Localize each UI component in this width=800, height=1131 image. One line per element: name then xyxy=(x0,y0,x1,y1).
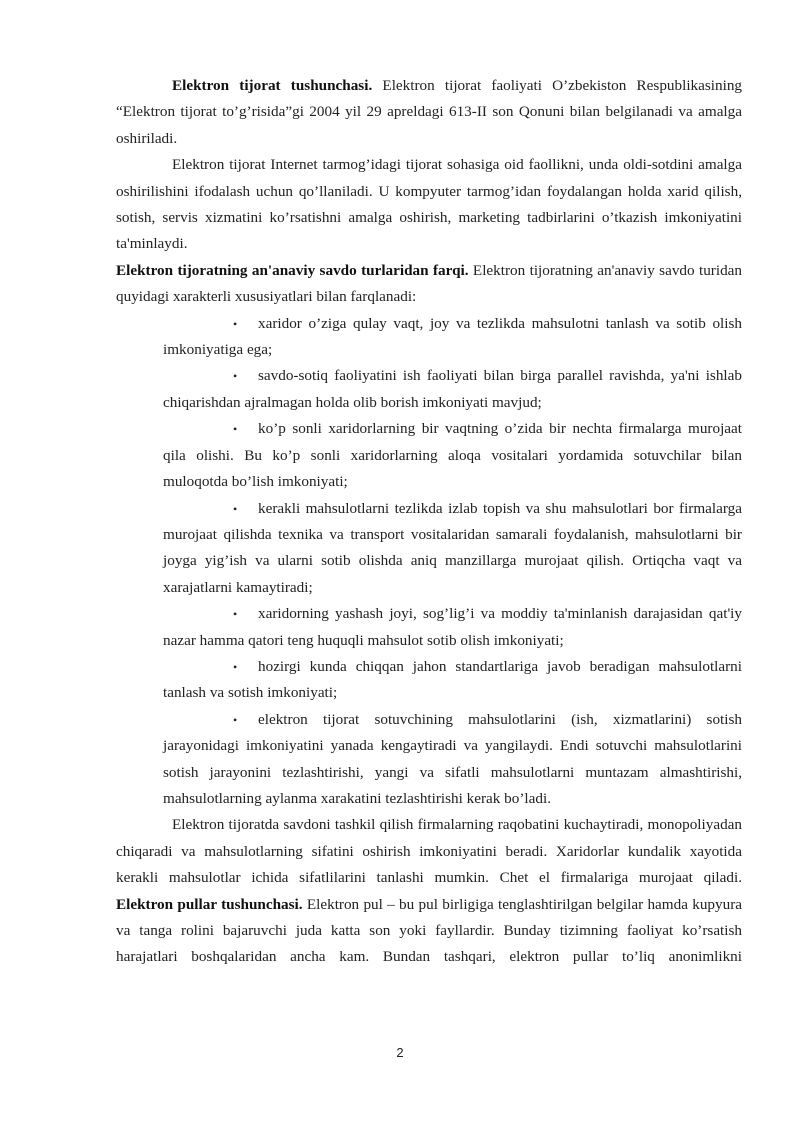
list-item xyxy=(163,363,742,416)
bullet-icon: • xyxy=(233,316,238,331)
paragraph-ecommerce-internet: Elektron tijorat Internet tarmog’idagi tijorat sohasiga oid faollikni, unda oldi-sotdini amalga oshirilishini ifodalash uchun qo’llaniladi. U kompyuter tarmog’idan foydalangan holda xarid qilish, sotish, servis xizmatini ko’rsatishni amalga oshirish, marketing tadbirlarini o’tkazish imkoniyatini ta'minlaydi. xyxy=(116,156,742,253)
list-item xyxy=(163,416,742,495)
document-body xyxy=(116,73,742,971)
list-item-text: ko’p sonli xaridorlarning bir vaqtning o’zida bir nechta firmalarga murojaat qila olishi. Bu ko’p sonli xaridorlarning aloqa vositalari yordamida sotuvchilar bilan muloqotda bo’lish imkoniyati; xyxy=(163,420,742,491)
list-item-text: xaridorning yashash joyi, sog’lig’i va moddiy ta'minlanish darajasidan qat'iy nazar hamma qatori teng huquqli mahsulot sotib olish imkoniyati; xyxy=(163,605,742,649)
list-item xyxy=(163,707,742,813)
bullet-icon: • xyxy=(233,659,238,674)
paragraph-differences xyxy=(116,258,742,311)
heading-differences: Elektron tijoratning an'anaviy savdo turlaridan farqi. xyxy=(116,261,469,279)
list-item-text: elektron tijorat sotuvchining mahsulotlarini (ish, xizmatlarini) sotish jarayonidagi imkoniyatini yanada kengaytiradi va yangilaydi. Endi sotuvchi mahsulotlarini sotish jarayonini tezlashtirishi, yangi va sifatli mahsulotlarni muntazam almashtirishi, mahsulotlarning aylanma xarakatini tezlashtirishi kerak bo’ladi. xyxy=(163,710,742,807)
list-item xyxy=(163,654,742,707)
list-item-text: hozirgi kunda chiqqan jahon standartlariga javob beradigan mahsulotlarni tanlash va sotish imkoniyati; xyxy=(163,657,742,702)
list-item xyxy=(163,601,742,654)
paragraph-text: Elektron tijorat faoliyati O’zbekiston Respublikasining “Elektron tijorat to’g’risida”gi 2004 yil 29 apreldagi 613-II son Qonuni bilan belgilanadi va amalga oshiriladi. xyxy=(116,77,743,147)
bullet-icon: • xyxy=(233,501,238,516)
paragraph-ecommerce-concept xyxy=(116,73,742,152)
paragraph-text: Elektron pul – bu pul birligiga tenglashtirilgan belgilar hamda kupyura va tanga rolini bajaruvchi juda katta son yoki fayllardir. Bunday tizimning faoliyat ko’rsatish harajatlari boshqalaridan ancha kam. Bundan tashqari, elektron pullar to’liq anonimlikni xyxy=(116,895,742,966)
list-item-text: savdo-sotiq faoliyatini ish faoliyati bilan birga parallel ravishda, ya'ni ishlab chiqarishdan ajralmagan holda olib borish imkoniyati mavjud; xyxy=(163,367,742,411)
bullet-icon: • xyxy=(233,607,238,622)
list-item-text: kerakli mahsulotlarni tezlikda izlab topish va shu mahsulotlari bor firmalarga murojaat qilishda texnika va transport vositalaridan samarali foydalanish, mahsulotlarni bir joyga yig’ish va ularni sotib olishda aniq manzillarga murojaat qilish. Ortiqcha vaqt va xarajatlarni kamaytiradi; xyxy=(163,499,742,596)
paragraph-text: Elektron tijoratning an'anaviy savdo turidan quyidagi xarakterli xususiyatlari bilan farqlanadi: xyxy=(116,261,743,306)
paragraph-competition: Elektron tijoratda savdoni tashkil qilish firmalarning raqobatini kuchaytiradi, monopoliyadan chiqaradi va mahsulotlarning sifatini oshirish imkoniyatini beradi. Xaridorlar kundalik xayotida kerakli mahsulotlar ichida sifatlilarini tanlashi mumkin. Chet el firmalariga murojaat qiladi. xyxy=(116,816,742,887)
bullet-icon: • xyxy=(233,712,238,727)
list-item xyxy=(163,311,742,364)
bullet-icon: • xyxy=(233,369,238,384)
list-item xyxy=(163,496,742,602)
bullet-icon: • xyxy=(233,422,238,437)
heading-ecommerce-concept: Elektron tijorat tushunchasi. xyxy=(172,77,373,94)
paragraph-electronic-money xyxy=(116,892,742,971)
heading-electronic-money: Elektron pullar tushunchasi. xyxy=(116,895,303,913)
list-item-text: xaridor o’ziga qulay vaqt, joy va tezlikda mahsulotni tanlash va sotib olish imkoniyatiga ega; xyxy=(163,314,742,359)
page-number: 2 xyxy=(396,1045,404,1060)
